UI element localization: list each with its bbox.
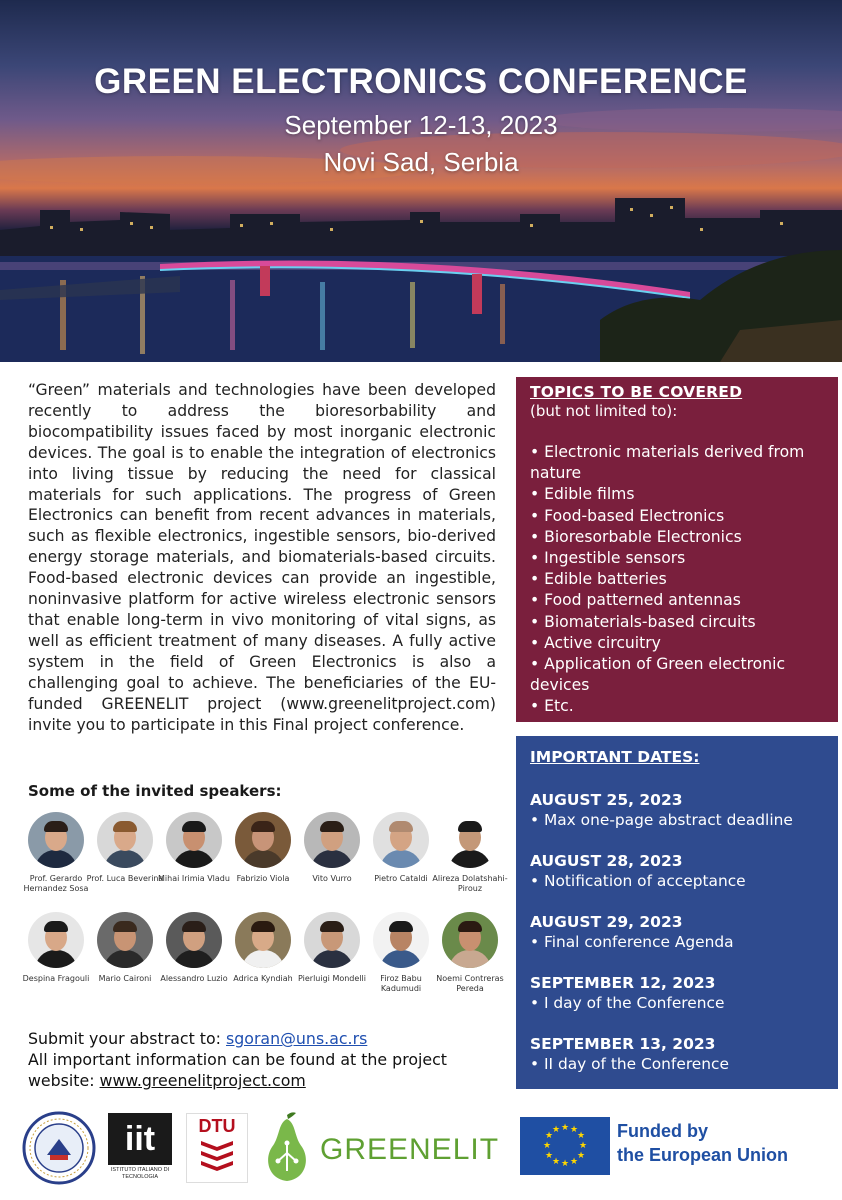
hero-banner <box>0 0 842 362</box>
topic-item: • Ingestible sensors <box>530 549 686 568</box>
date-description: • Max one-page abstract deadline <box>530 811 793 829</box>
eu-flag-icon <box>520 1117 610 1175</box>
iit-logo-mark: iit <box>108 1113 172 1165</box>
important-dates-box <box>516 736 838 1089</box>
topic-item: • Edible batteries <box>530 570 667 589</box>
speaker-card <box>292 912 372 984</box>
speaker-avatar <box>28 912 84 968</box>
date-label: AUGUST 29, 2023 <box>530 913 683 931</box>
speaker-card <box>223 812 303 884</box>
topic-item: • Application of Green electronic devices <box>530 655 786 695</box>
speaker-card <box>292 812 372 884</box>
topics-subheading: (but not limited to): <box>530 402 678 420</box>
speaker-name: Mihai Irimia Vladu <box>158 874 230 883</box>
speaker-card <box>430 912 510 994</box>
eu-funding-text <box>617 1119 788 1167</box>
speaker-card <box>154 912 234 984</box>
speaker-name: Firoz Babu Kadumudi <box>380 974 422 993</box>
svg-text:★: ★ <box>544 1151 554 1161</box>
speaker-avatar <box>442 812 498 868</box>
speaker-card <box>361 812 441 884</box>
topic-item: • Edible films <box>530 485 635 504</box>
greenelit-pear-icon <box>262 1109 312 1189</box>
speaker-name: Vito Vurro <box>312 874 352 883</box>
topic-item: • Food patterned antennas <box>530 591 741 610</box>
speaker-card <box>154 812 234 884</box>
speaker-name: Prof. Luca Beverina <box>86 874 164 883</box>
speaker-avatar <box>166 912 222 968</box>
topic-item: • Food-based Electronics <box>530 506 725 525</box>
date-item <box>530 912 824 952</box>
submit-info <box>28 1028 508 1091</box>
speaker-name: Mario Caironi <box>98 974 152 983</box>
svg-text:★: ★ <box>560 1123 570 1133</box>
speaker-name: Alessandro Luzio <box>160 974 228 983</box>
speaker-name: Alireza Dolatshahi-Pirouz <box>432 874 508 893</box>
topics-box <box>516 377 838 722</box>
topic-item: • Biomaterials-based circuits <box>530 612 756 631</box>
date-description: • Notification of acceptance <box>530 872 746 890</box>
speaker-avatar <box>235 812 291 868</box>
svg-text:★: ★ <box>544 1131 554 1141</box>
topic-item: • Etc. <box>530 697 574 716</box>
speaker-card <box>85 912 165 984</box>
eu-text-line2: the European Union <box>617 1145 788 1165</box>
speaker-name: Pierluigi Mondelli <box>298 974 366 983</box>
email-link[interactable]: sgoran@uns.ac.rs <box>226 1029 368 1048</box>
date-description: • I day of the Conference <box>530 994 725 1012</box>
website-line <box>28 1049 508 1091</box>
topic-item: • Electronic materials derived from nature <box>530 443 805 483</box>
speaker-card <box>430 812 510 894</box>
speaker-card <box>361 912 441 994</box>
university-seal-logo <box>22 1111 96 1189</box>
speaker-name: Prof. Gerardo Hernandez Sosa <box>23 874 89 893</box>
svg-text:★: ★ <box>569 1125 579 1135</box>
city-night-photo <box>0 0 842 362</box>
topics-list <box>530 442 824 718</box>
speakers-heading: Some of the invited speakers: <box>28 782 282 800</box>
date-item <box>530 1034 824 1074</box>
speaker-avatar <box>166 812 222 868</box>
speaker-name: Noemi Contreras Pereda <box>436 974 504 993</box>
date-item <box>530 790 824 830</box>
speaker-name: Adrica Kyndiah <box>233 974 293 983</box>
dtu-logo <box>186 1113 248 1183</box>
dtu-logo-mark <box>187 1137 247 1177</box>
date-label: AUGUST 28, 2023 <box>530 852 683 870</box>
speaker-card <box>16 912 96 984</box>
speaker-avatar <box>304 912 360 968</box>
dates-heading: IMPORTANT DATES: <box>530 748 700 766</box>
date-item <box>530 973 824 1013</box>
svg-text:★: ★ <box>576 1131 586 1141</box>
speaker-avatar <box>373 812 429 868</box>
website-prefix: All important information can be found at the project website: <box>28 1050 447 1090</box>
speaker-name: Fabrizio Viola <box>236 874 290 883</box>
iit-logo <box>108 1113 172 1181</box>
eu-text-line1: Funded by <box>617 1121 708 1141</box>
speaker-card <box>85 812 165 884</box>
greenelit-logo-text: GREENELIT <box>320 1133 500 1166</box>
dtu-logo-text: DTU <box>198 1116 236 1136</box>
iit-logo-subtitle: ISTITUTO ITALIANO DI TECNOLOGIA <box>110 1167 170 1180</box>
speaker-avatar <box>442 912 498 968</box>
speaker-name: Despina Fragouli <box>22 974 90 983</box>
submit-line <box>28 1028 508 1049</box>
speaker-avatar <box>28 812 84 868</box>
speaker-avatar <box>304 812 360 868</box>
date-description: • Final conference Agenda <box>530 933 734 951</box>
intro-paragraph: “Green” materials and technologies have been developed recently to address the bioresorbability and biocompatibility issues faced by most inorganic electronic devices. The goal is to enable the integration of electronics into living tissue by reducing the need for classical materials for such applications. The progress of Green Electronics can benefit from recent advances in materials, such as flexible electronics, ingestible sensors, bio-derived energy storage materials, and biomaterials-based circuits. Food-based electronic devices can provide an ingestible, noninvasive platform for active wireless electronic sensors that enable long-term in vivo monitoring of vital signs, as well as efficient treatment of many diseases. A fully active system in the field of Green Electronics is also a challenging goal to achieve. The beneficiaries of the EU-funded GREENELIT project (www.greenelitproject.com) invite you to participate in this Final project conference. <box>28 381 496 734</box>
conference-location: Novi Sad, Serbia <box>323 147 519 177</box>
svg-text:★: ★ <box>569 1157 579 1167</box>
speaker-card <box>16 812 96 894</box>
conference-date: September 12-13, 2023 <box>284 110 558 140</box>
date-description: • II day of the Conference <box>530 1055 729 1073</box>
svg-text:★: ★ <box>560 1159 570 1169</box>
speaker-avatar <box>373 912 429 968</box>
website-link[interactable]: www.greenelitproject.com <box>99 1071 306 1090</box>
svg-text:★: ★ <box>578 1141 588 1151</box>
topic-item: • Bioresorbable Electronics <box>530 527 742 546</box>
date-label: SEPTEMBER 12, 2023 <box>530 974 716 992</box>
svg-text:★: ★ <box>551 1125 561 1135</box>
svg-text:★: ★ <box>542 1141 552 1151</box>
topics-heading: TOPICS TO BE COVERED <box>530 383 743 401</box>
logos-row <box>0 1105 842 1200</box>
date-item <box>530 851 824 891</box>
speaker-avatar <box>97 812 153 868</box>
conference-title: GREEN ELECTRONICS CONFERENCE <box>94 62 748 101</box>
date-label: AUGUST 25, 2023 <box>530 791 683 809</box>
date-label: SEPTEMBER 13, 2023 <box>530 1035 716 1053</box>
svg-text:★: ★ <box>551 1157 561 1167</box>
topic-item: • Active circuitry <box>530 633 661 652</box>
speaker-avatar <box>235 912 291 968</box>
submit-prefix: Submit your abstract to: <box>28 1029 227 1048</box>
svg-text:★: ★ <box>576 1151 586 1161</box>
speaker-card <box>223 912 303 984</box>
speaker-name: Pietro Cataldi <box>374 874 428 883</box>
speaker-avatar <box>97 912 153 968</box>
